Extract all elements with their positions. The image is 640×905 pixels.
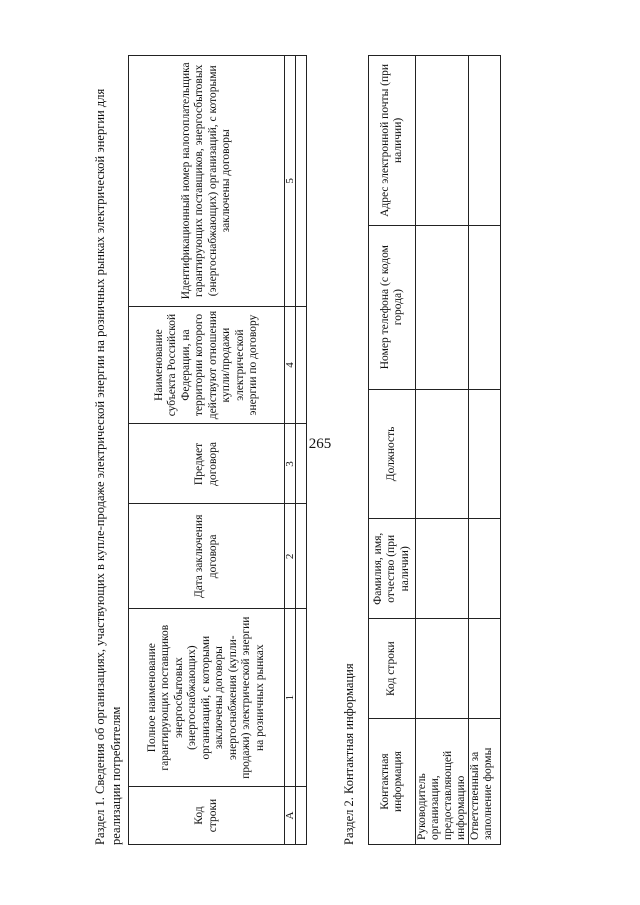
table-row [369,56,416,845]
header-cell: Предмет договора [129,424,285,504]
column-number: 2 [285,504,296,609]
table-row [129,56,285,845]
empty-cell[interactable] [296,609,307,787]
section2-table [368,55,501,845]
section1-title: Раздел 1. Сведения об организациях, участвующих в купле-продаже электрической энергии на розничных рынках электрической энергии для реализации потребителям [93,88,123,845]
header-cell: Фамилия, имя, отчество (при наличии) [369,519,416,619]
header-cell: Полное наименование гарантирующих поставщиков энергосбытовых (энергоснабжающих) организаций, с которыми заключены договоры энергоснабжения (купли-продажи) электрической энергии на розничных рынках [129,609,285,787]
header-cell: Идентификационный номер налогоплательщика гарантирующих поставщиков, энергосбытовых (энергоснабжающих) организаций, с которыми заключены договоры [129,56,285,307]
empty-cell[interactable] [416,619,469,719]
empty-cell[interactable] [296,306,307,424]
header-cell: Номер телефона (с кодом города) [369,225,416,389]
header-cell: Код строки [129,787,285,845]
column-number: 5 [285,56,296,307]
empty-cell[interactable] [469,56,501,226]
column-number: А [285,787,296,845]
column-number: 3 [285,424,296,504]
empty-cell[interactable] [296,424,307,504]
row-label: Руководитель организации, предоставляющей информацию [416,719,469,845]
empty-cell[interactable] [416,519,469,619]
column-number: 4 [285,306,296,424]
empty-cell[interactable] [296,787,307,845]
row-label: Ответственный за заполнение формы [469,719,501,845]
column-number: 1 [285,609,296,787]
section1-table [128,55,307,845]
empty-cell[interactable] [296,504,307,609]
header-cell: Контактная информация [369,719,416,845]
empty-cell[interactable] [469,519,501,619]
empty-cell[interactable] [469,225,501,389]
table-row [416,56,469,845]
header-cell: Код строки [369,619,416,719]
header-cell: Должность [369,389,416,519]
empty-cell[interactable] [416,389,469,519]
empty-cell[interactable] [416,225,469,389]
table-row [296,56,307,845]
empty-cell[interactable] [469,389,501,519]
header-cell: Наименование субъекта Российской Федерации, на территории которого действуют отношения купли/продажи электрической энергии по договору [129,306,285,424]
empty-cell[interactable] [469,619,501,719]
table-row [469,56,501,845]
header-cell: Адрес электронной почты (при наличии) [369,56,416,226]
empty-cell[interactable] [416,56,469,226]
empty-cell[interactable] [296,56,307,307]
page-number: 265 [308,436,332,452]
table-row [285,56,296,845]
section2-title: Раздел 2. Контактная информация [342,663,356,845]
header-cell: Дата заключения договора [129,504,285,609]
